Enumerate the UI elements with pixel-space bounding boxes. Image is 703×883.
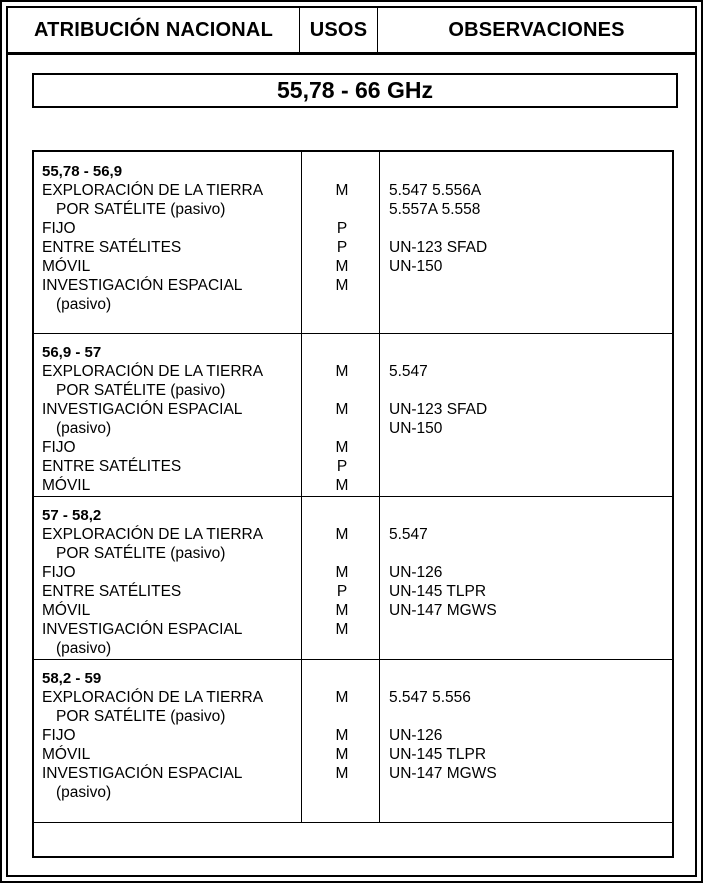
usage-code: P xyxy=(336,458,348,475)
service-name: MÓVIL xyxy=(42,258,91,275)
service-name: FIJO xyxy=(42,564,76,581)
service-name: ENTRE SATÉLITES xyxy=(42,239,182,256)
usage-code: M xyxy=(335,765,349,782)
usage-code: P xyxy=(336,220,348,237)
service-name: INVESTIGACIÓN ESPACIAL xyxy=(42,401,243,418)
header-atribucion: ATRIBUCIÓN NACIONAL xyxy=(34,18,273,41)
observation-note: UN-147 MGWS xyxy=(389,602,497,619)
service-name: ENTRE SATÉLITES xyxy=(42,458,182,475)
service-name: INVESTIGACIÓN ESPACIAL xyxy=(42,277,243,294)
header-rule xyxy=(8,52,695,55)
usage-code: M xyxy=(335,258,349,275)
observation-note: UN-150 xyxy=(389,420,443,437)
usage-code: M xyxy=(335,277,349,294)
observation-note: 5.557A 5.558 xyxy=(389,201,481,218)
observation-note: UN-145 TLPR xyxy=(389,583,487,600)
observation-note: 5.547 xyxy=(389,363,428,380)
service-name: EXPLORACIÓN DE LA TIERRA xyxy=(42,182,264,199)
usage-code: M xyxy=(335,602,349,619)
service-name: (pasivo) xyxy=(56,784,112,801)
service-name: INVESTIGACIÓN ESPACIAL xyxy=(42,765,243,782)
observation-note: UN-123 SFAD xyxy=(389,401,488,418)
usage-code: P xyxy=(336,583,348,600)
observation-note: UN-150 xyxy=(389,258,443,275)
usage-code: M xyxy=(335,439,349,456)
usage-code: M xyxy=(335,401,349,418)
usage-code: M xyxy=(335,727,349,744)
usage-code: M xyxy=(335,621,349,638)
service-name: EXPLORACIÓN DE LA TIERRA xyxy=(42,689,264,706)
observation-note: 5.547 5.556 xyxy=(389,689,471,706)
service-name: FIJO xyxy=(42,220,76,237)
service-name: MÓVIL xyxy=(42,477,91,494)
usage-code: M xyxy=(335,564,349,581)
service-name: EXPLORACIÓN DE LA TIERRA xyxy=(42,526,264,543)
row-divider xyxy=(34,496,672,497)
row-divider xyxy=(34,659,672,660)
service-name: (pasivo) xyxy=(56,420,112,437)
service-name: POR SATÉLITE (pasivo) xyxy=(56,708,226,725)
observation-note: UN-126 xyxy=(389,564,443,581)
service-name: FIJO xyxy=(42,727,76,744)
observation-note: 5.547 5.556A xyxy=(389,182,482,199)
observation-note: UN-145 TLPR xyxy=(389,746,487,763)
frequency-range: 57 - 58,2 xyxy=(42,507,102,524)
frequency-range: 56,9 - 57 xyxy=(42,344,102,361)
observation-note: 5.547 xyxy=(389,526,428,543)
header-divider xyxy=(377,8,378,53)
usage-code: P xyxy=(336,239,348,256)
usage-code: M xyxy=(335,526,349,543)
row-divider xyxy=(34,333,672,334)
header-observaciones: OBSERVACIONES xyxy=(448,18,625,41)
service-name: POR SATÉLITE (pasivo) xyxy=(56,382,226,399)
observation-note: UN-147 MGWS xyxy=(389,765,497,782)
service-name: POR SATÉLITE (pasivo) xyxy=(56,201,226,218)
observation-note: UN-123 SFAD xyxy=(389,239,488,256)
service-name: ENTRE SATÉLITES xyxy=(42,583,182,600)
service-name: MÓVIL xyxy=(42,602,91,619)
service-name: MÓVIL xyxy=(42,746,91,763)
header-divider xyxy=(299,8,300,53)
service-name: (pasivo) xyxy=(56,640,112,657)
header-usos: USOS xyxy=(309,18,368,41)
usage-code: M xyxy=(335,363,349,380)
service-name: FIJO xyxy=(42,439,76,456)
usage-code: M xyxy=(335,746,349,763)
service-name: EXPLORACIÓN DE LA TIERRA xyxy=(42,363,264,380)
usage-code: M xyxy=(335,689,349,706)
usage-code: M xyxy=(335,182,349,199)
service-name: INVESTIGACIÓN ESPACIAL xyxy=(42,621,243,638)
service-name: (pasivo) xyxy=(56,296,112,313)
frequency-band-title: 55,78 - 66 GHz xyxy=(32,73,678,108)
usage-code: M xyxy=(335,477,349,494)
frequency-range: 58,2 - 59 xyxy=(42,670,102,687)
observation-note: UN-126 xyxy=(389,727,443,744)
allocation-table xyxy=(32,150,674,858)
service-name: POR SATÉLITE (pasivo) xyxy=(56,545,226,562)
frequency-range: 55,78 - 56,9 xyxy=(42,163,123,180)
row-divider xyxy=(34,822,672,823)
